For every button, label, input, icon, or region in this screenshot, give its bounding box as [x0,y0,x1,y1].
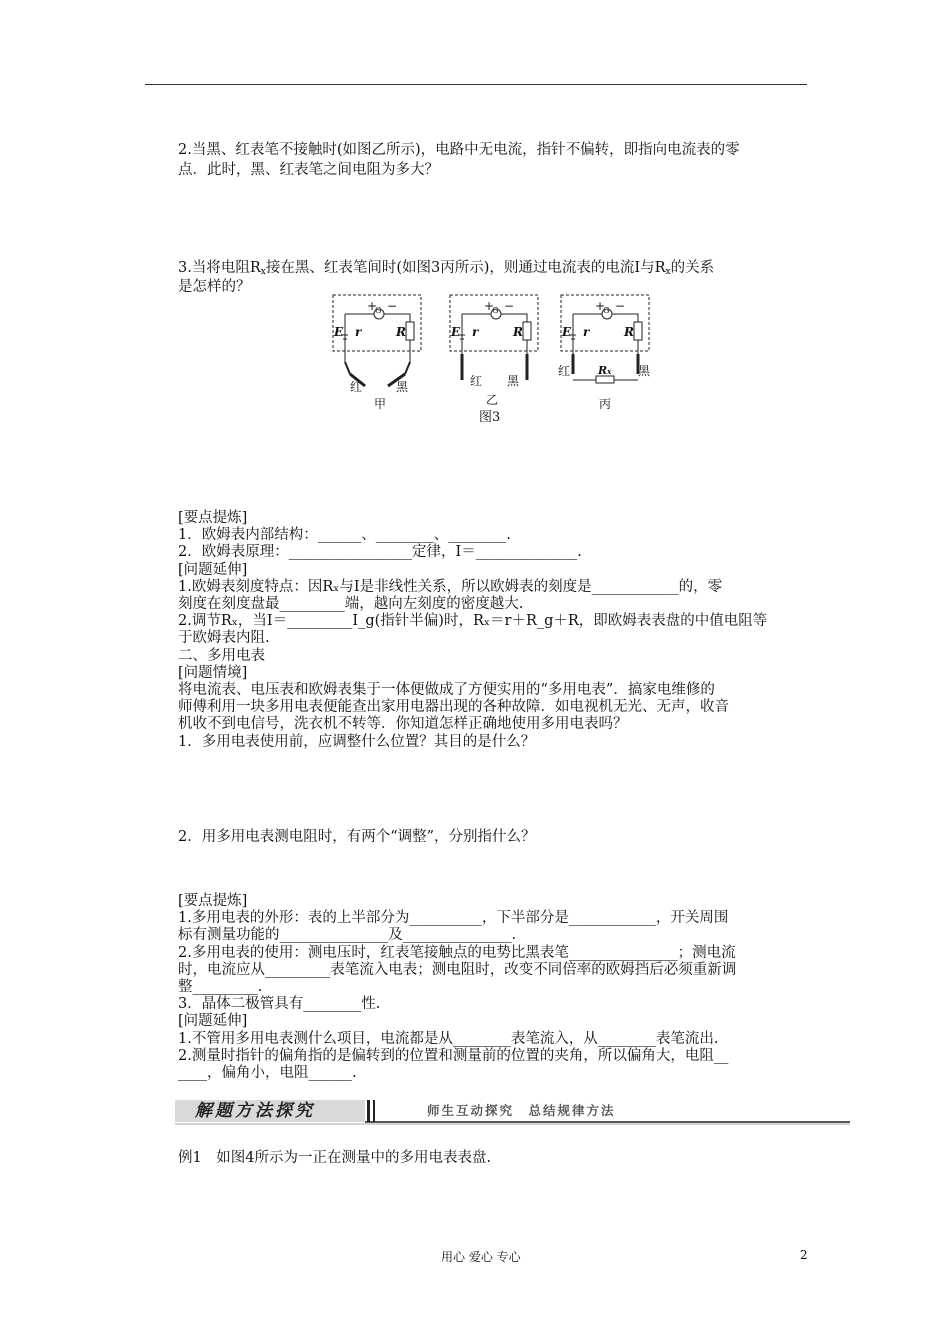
panel-2-right-lead: 黑 [507,374,520,388]
figure-3-caption: 图3 [479,410,501,425]
summary-1-line: 2.调节Rₓ，当I＝_________I_g(指针半偏)时，Rₓ＝r＋R_g＋R，即欧姆表表盘的中值电阻等 [178,613,768,630]
summary-2-line: 1.多用电表的外形：表的上半部分为__________，下半部分是____________，开关周围 [178,910,729,927]
section-banner [175,1098,850,1126]
panel-2-minus: − [504,299,515,313]
summary-1-line: 师傅利用一块多用电表便能查出家用电器出现的各种故障．如电视机无光、无声，收音 [178,699,729,716]
panel-1-meter: G [375,306,382,315]
panel-3-left-lead: 红 [558,364,571,378]
panel-3-plus: + [595,299,606,313]
summary-2-line: 时，电流应从_________表笔流入电表；测电阻时，改变不同倍率的欧姆挡后必须重新调 [178,961,737,978]
panel-3-minus: − [615,299,626,313]
summary-2-line: ____，偏角小，电阻______. [178,1065,357,1082]
summary-1-line: [问题延伸] [178,561,248,578]
panel-1-name: 甲 [374,397,387,411]
panel-2-emf: E [451,325,461,339]
panel-3-meter: G [603,306,610,315]
panel-2-left-lead: 红 [470,374,483,388]
summary-2-line: 2.测量时指针的偏角指的是偏转到的位置和测量前的位置的夹角，所以偏角大，电阻__ [178,1047,729,1064]
panel-1-emf: E [334,325,344,339]
summary-1-line: 二、多用电表 [178,647,265,664]
panel-1-minus: − [387,299,398,313]
panel-1-r: r [355,325,362,339]
summary-2-line: 2.多用电表的使用：测电压时，红表笔接触点的电势比黑表笔_______________；测电流 [178,944,736,961]
summary-2-line: 标有测量功能的_______________及_______________. [178,927,517,944]
panel-3-name: 丙 [599,397,612,411]
section-subtitle: 师生互动探究 总结规律方法 [427,1103,616,1118]
question-2-line-1: 2.当黑、红表笔不接触时(如图乙所示)，电路中无电流，指针不偏转，即指向电流表的零 [178,142,740,158]
summary-2-line: 1.不管用多用电表测什么项目，电流都是从________表笔流入，从________表笔流出. [178,1030,719,1047]
panel-3-resistor-label: Rx [598,364,612,377]
question-2-line-2: 点．此时，黑、红表笔之间电阻为多大？ [178,162,439,178]
panel-1-plus: + [367,299,378,313]
header-rule [145,84,807,85]
summary-1-line: 1．欧姆表内部结构：______、________、________. [178,527,511,544]
section-title: 解题方法探究 [195,1101,315,1121]
summary-1-line: 将电流表、电压表和欧姆表集于一体便做成了方便实用的“多用电表”．搞家电维修的 [178,682,715,699]
panel-2-name: 乙 [486,393,499,407]
summary-2-line: [要点提炼] [178,893,248,909]
panel-2-r: r [472,325,479,339]
summary-1-line: 机收不到电信号，洗衣机不转等．你知道怎样正确地使用多用电表吗？ [178,716,628,733]
summary-1-line: [要点提炼] [178,510,248,526]
panel-3-r: r [583,325,590,339]
example-1: 例1 如图4所示为一正在测量中的多用电表表盘. [178,1150,492,1166]
question-3-line-2: 是怎样的？ [178,279,251,295]
panel-1-R: R [396,325,406,339]
summary-1-line: 刻度在刻度盘最_________端，越向左刻度的密度越大. [178,596,524,613]
summary-2-line: 3．晶体二极管具有________性. [178,996,381,1013]
question-adjust: 2．用多用电表测电阻时，有两个“调整”，分别指什么？ [178,829,536,845]
summary-block-1 [178,510,767,751]
summary-block-2 [178,893,736,1082]
panel-1-right-lead: 黑 [396,380,409,394]
panel-2-plus: + [484,299,495,313]
summary-1-line: 于欧姆表内阻. [178,630,270,647]
panel-3-right-lead: 黑 [638,364,651,378]
page-number: 2 [800,1248,808,1262]
summary-1-line: [问题情境] [178,664,248,681]
panel-2-R: R [513,325,523,339]
panel-3-emf: E [562,325,572,339]
summary-1-line: 1.欧姆表刻度特点：因Rₓ与I是非线性关系，所以欧姆表的刻度是____________的，零 [178,578,723,595]
summary-1-line: 2．欧姆表原理：_________________定律，I＝______________. [178,544,582,561]
summary-2-line: 整_________. [178,979,263,996]
summary-2-line: [问题延伸] [178,1013,248,1030]
panel-2-meter: G [492,306,499,315]
footer-center: 用心 爱心 专心 [441,1250,521,1264]
question-3-line-1: 3.当将电阻$R_x$接在黑、红表笔间时(如图3丙所示)，则通过电流表的电流I与$R_x$的关系 [178,260,715,277]
summary-1-line: 1．多用电表使用前，应调整什么位置？其目的是什么？ [178,733,536,750]
panel-3-R: R [624,325,634,339]
panel-1-left-lead: 红 [350,380,363,394]
